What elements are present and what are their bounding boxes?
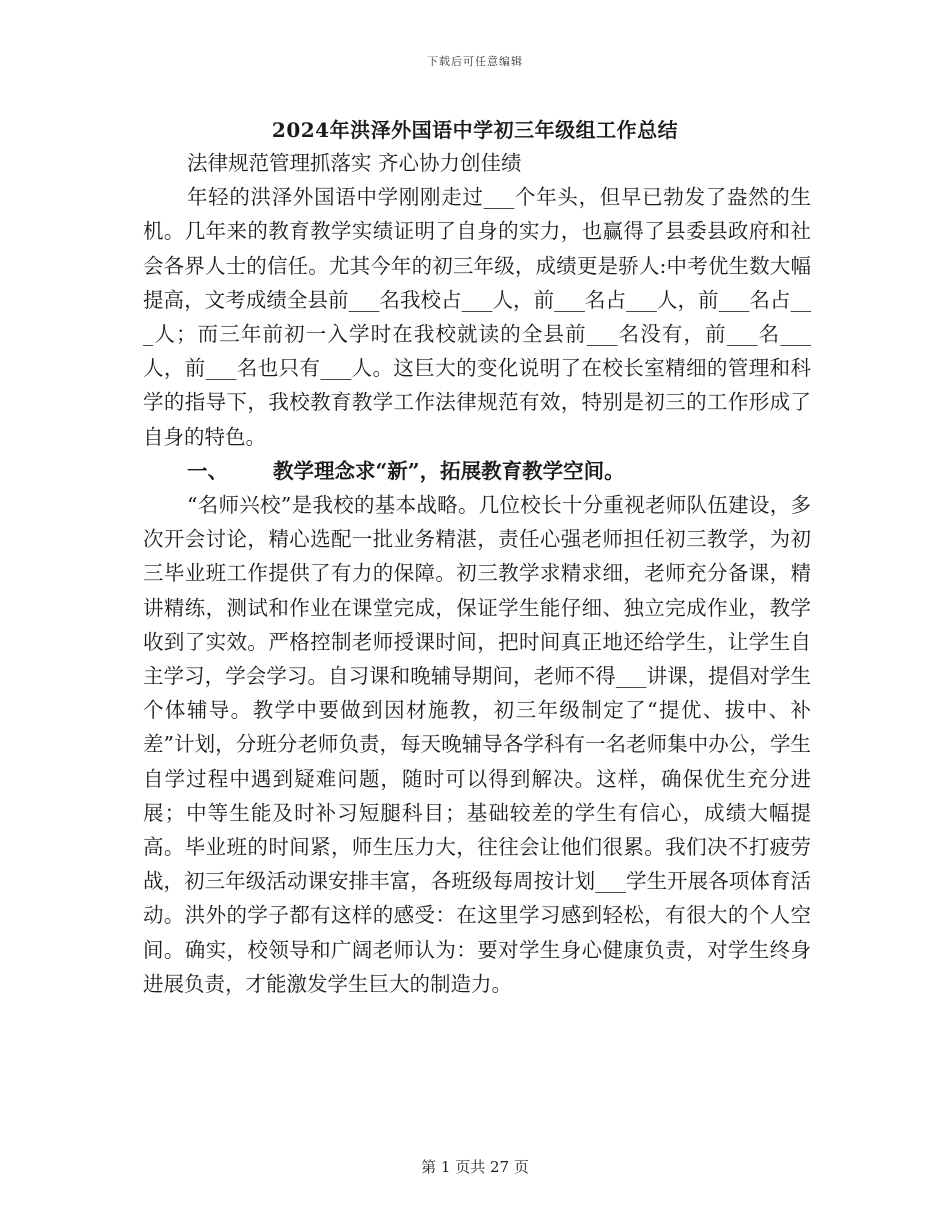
document-subtitle: 法律规范管理抓落实 齐心协力创佳绩 xyxy=(187,151,522,175)
header-note: 下载后可任意编辑 xyxy=(427,55,523,68)
section-heading-text: 教学理念求“新”，拓展教育教学空间。 xyxy=(273,458,625,483)
document-body xyxy=(143,146,811,1001)
paragraph-section1: “名师兴校”是我校的基本战略。几位校长十分重视老师队伍建设，多次开会讨论，精心选配一批业务精湛，责任心强老师担任初三教学，为初三毕业班工作提供了有力的保障。初三教学求精求细，老师充分备课，精讲精练，测试和作业在课堂完成，保证学生能仔细、独立完成作业，教学收到了实效。严格控制老师授课时间，把时间真正地还给学生，让学生自主学习，学会学习。自习课和晚辅导期间，老师不得___讲课，提倡对学生个体辅导。教学中要做到因材施教，初三年级制定了“提优、拔中、补差”计划，分班分老师负责，每天晚辅导各学科有一名老师集中办公，学生自学过程中遇到疑难问题，随时可以得到解决。这样，确保优生充分进展；中等生能及时补习短腿科目；基础较差的学生有信心，成绩大幅提高。毕业班的时间紧，师生压力大，往往会让他们很累。我们决不打疲劳战，初三年级活动课安排丰富，各班级每周按计划___学生开展各项体育活动。洪外的学子都有这样的感受：在这里学习感到轻松，有很大的个人空间。确实，校领导和广阔老师认为：要对学生身心健康负责，对学生终身进展负责，才能激发学生巨大的制造力。 xyxy=(143,493,811,996)
paragraph-intro: 年轻的洪泽外国语中学刚刚走过___个年头，但早已勃发了盎然的生机。几年来的教育教学实绩证明了自身的实力，也赢得了县委县政府和社会各界人士的信任。尤其今年的初三年级，成绩更是骄人:中考优生数大幅提高，文考成绩全县前___名我校占___人，前___名占___人，前___名占___人；而三年前初一入学时在我校就读的全县前___名没有，前___名___人，前___名也只有___人。这巨大的变化说明了在校长室精细的管理和科学的指导下，我校教育教学工作法律规范有效，特别是初三的工作形成了自身的特色。 xyxy=(143,185,811,449)
section-number: 一、 xyxy=(187,458,228,483)
section-heading xyxy=(143,454,811,488)
page-number: 第 1 页共 27 页 xyxy=(421,1158,529,1176)
document-title: 2024年洪泽外国语中学初三年级组工作总结 xyxy=(271,118,679,142)
